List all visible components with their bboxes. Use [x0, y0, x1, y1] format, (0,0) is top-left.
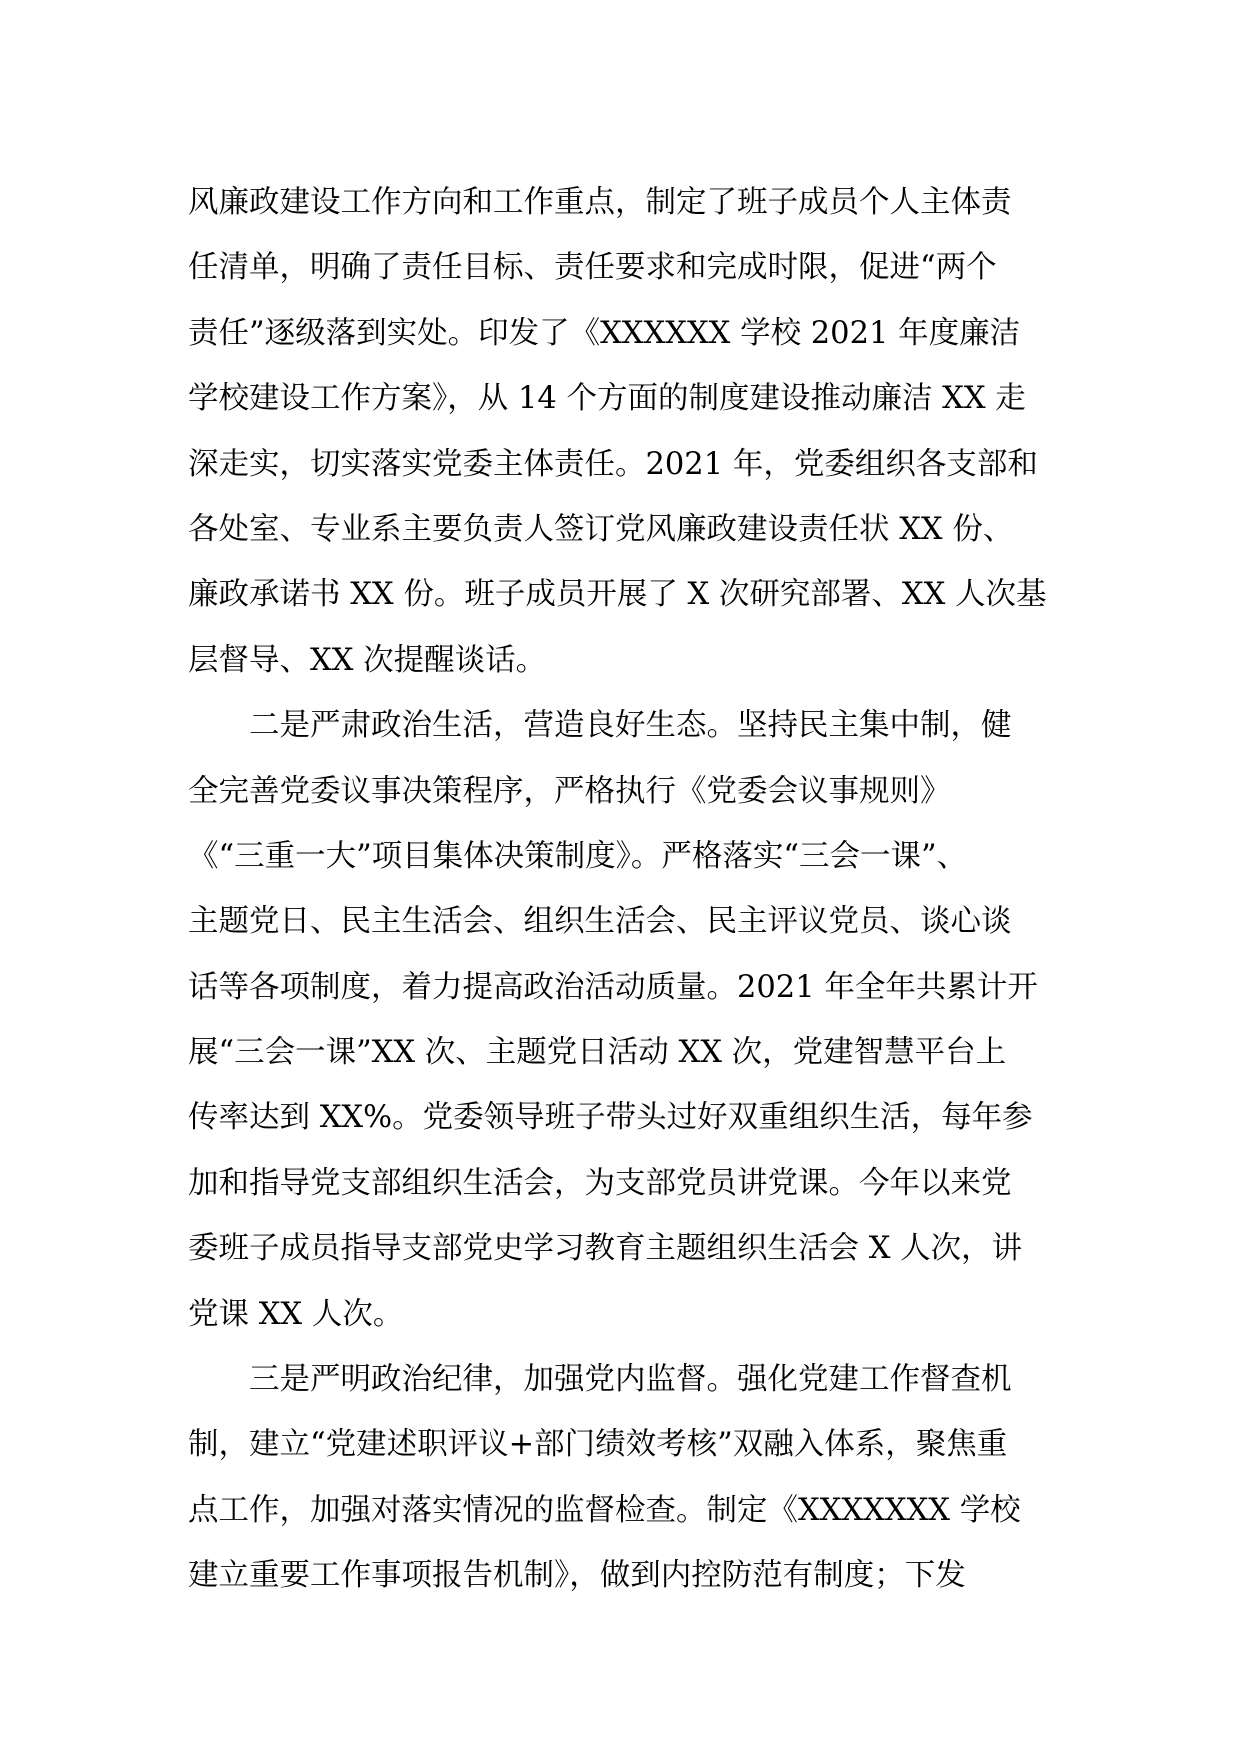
- text-line: 主题党日、民主生活会、组织生活会、民主评议党员、谈心谈: [188, 904, 1012, 940]
- text-line: 点工作，加强对落实情况的监督检查。制定《XXXXXXX 学校: [188, 1492, 1021, 1528]
- text-line: 责任”逐级落到实处。印发了《XXXXXX 学校 2021 年度廉洁: [188, 315, 1021, 351]
- text-line: 展“三会一课”XX 次、主题党日活动 XX 次，党建智慧平台上: [188, 1035, 1007, 1071]
- text-line: 风廉政建设工作方向和工作重点，制定了班子成员个人主体责: [188, 185, 1012, 220]
- text-line: 层督导、XX 次提醒谈话。: [188, 642, 547, 678]
- paragraph-start-line: 二是严肃政治生活，营造良好生态。坚持民主集中制，健: [249, 708, 1012, 744]
- paragraph-start-line: 三是严明政治纪律，加强党内监督。强化党建工作督查机: [249, 1362, 1012, 1398]
- text-line: 全完善党委议事决策程序，严格执行《党委会议事规则》: [188, 773, 951, 809]
- body-text: [188, 170, 1062, 1609]
- text-line: 《“三重一大”项目集体决策制度》。严格落实“三会一课”、: [188, 838, 968, 874]
- text-line: 建立重要工作事项报告机制》，做到内控防范有制度；下发: [188, 1558, 966, 1594]
- text-line: 话等各项制度，着力提高政治活动质量。2021 年全年共累计开: [188, 969, 1038, 1005]
- text-line: 加和指导党支部组织生活会，为支部党员讲党课。今年以来党: [188, 1165, 1012, 1201]
- text-line: 制，建立“党建述职评议+部门绩效考核”双融入体系，聚焦重: [188, 1427, 1008, 1463]
- text-line: 委班子成员指导支部党史学习教育主题组织生活会 X 人次，讲: [188, 1231, 1023, 1267]
- text-line: 深走实，切实落实党委主体责任。2021 年，党委组织各支部和: [188, 446, 1038, 482]
- text-line: 传率达到 XX%。党委领导班子带头过好双重组织生活，每年参: [188, 1100, 1033, 1136]
- text-line: 各处室、专业系主要负责人签订党风廉政建设责任状 XX 份、: [188, 511, 1014, 547]
- text-line: 任清单，明确了责任目标、责任要求和完成时限，促进“两个: [188, 250, 997, 286]
- text-line: 廉政承诺书 XX 份。班子成员开展了 X 次研究部署、XX 人次基: [188, 577, 1047, 613]
- text-line: 学校建设工作方案》，从 14 个方面的制度建设推动廉洁 XX 走: [188, 381, 1026, 417]
- text-line: 党课 XX 人次。: [188, 1296, 404, 1332]
